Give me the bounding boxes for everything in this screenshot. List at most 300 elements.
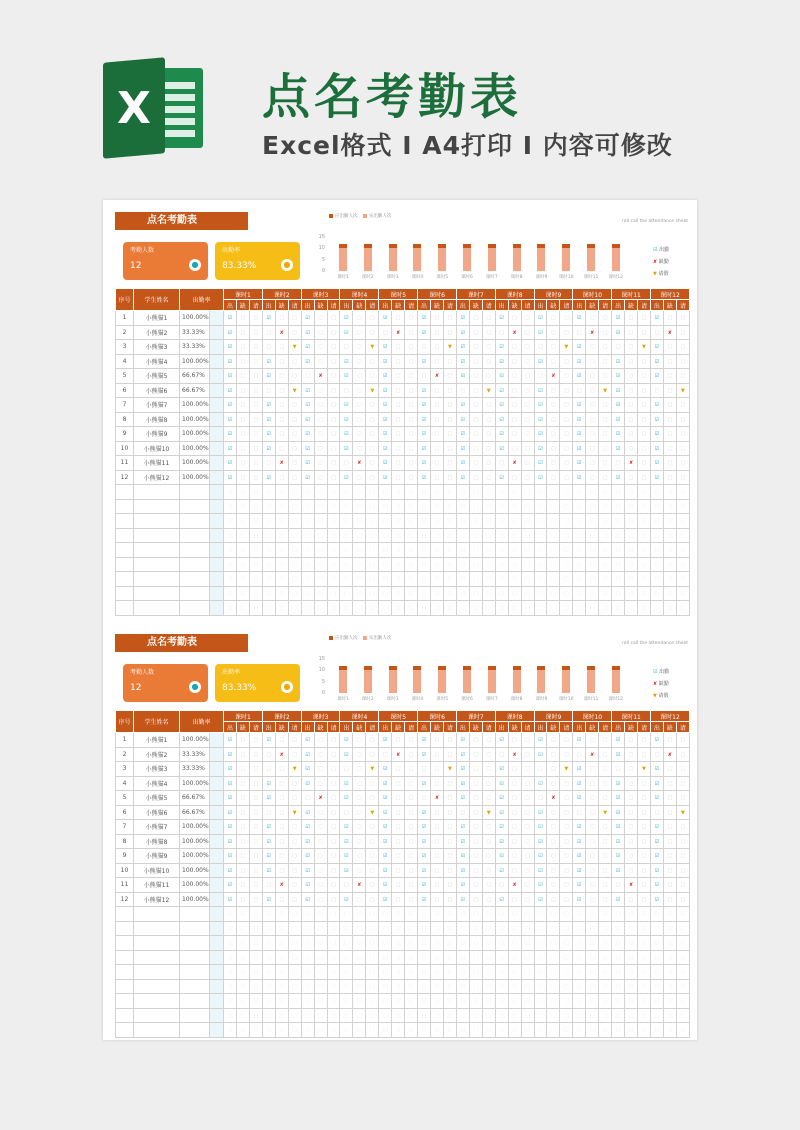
- attendance-cell[interactable]: [586, 892, 599, 907]
- attendance-cell[interactable]: [638, 354, 651, 369]
- attendance-cell[interactable]: [625, 514, 638, 529]
- attendance-cell[interactable]: [663, 1023, 676, 1038]
- attendance-cell[interactable]: [392, 979, 405, 994]
- attendance-cell[interactable]: [650, 485, 663, 500]
- attendance-cell[interactable]: [560, 863, 573, 878]
- attendance-cell[interactable]: [586, 1008, 599, 1023]
- attendance-cell[interactable]: [288, 834, 301, 849]
- attendance-cell[interactable]: [327, 878, 340, 893]
- attendance-cell[interactable]: [482, 586, 495, 601]
- attendance-cell[interactable]: [638, 1008, 651, 1023]
- attendance-cell[interactable]: [625, 776, 638, 791]
- attendance-cell[interactable]: [418, 994, 431, 1009]
- attendance-cell[interactable]: [366, 776, 379, 791]
- student-name[interactable]: 小熊猫6: [134, 805, 180, 820]
- attendance-cell[interactable]: [392, 863, 405, 878]
- attendance-cell[interactable]: [431, 528, 444, 543]
- attendance-cell[interactable]: [431, 354, 444, 369]
- attendance-cell[interactable]: [650, 834, 663, 849]
- attendance-cell[interactable]: [379, 834, 392, 849]
- student-no[interactable]: 8: [116, 412, 134, 427]
- attendance-cell[interactable]: [236, 441, 249, 456]
- attendance-cell[interactable]: [366, 572, 379, 587]
- attendance-cell[interactable]: [262, 354, 275, 369]
- attendance-cell[interactable]: [638, 950, 651, 965]
- attendance-cell[interactable]: [327, 572, 340, 587]
- attendance-cell[interactable]: [560, 412, 573, 427]
- attendance-cell[interactable]: [327, 441, 340, 456]
- empty-cell[interactable]: [180, 543, 210, 558]
- attendance-cell[interactable]: [392, 311, 405, 326]
- attendance-cell[interactable]: [224, 849, 237, 864]
- attendance-cell[interactable]: [534, 762, 547, 777]
- attendance-cell[interactable]: [443, 543, 456, 558]
- attendance-cell[interactable]: [224, 572, 237, 587]
- attendance-cell[interactable]: [482, 979, 495, 994]
- attendance-cell[interactable]: [638, 820, 651, 835]
- attendance-cell[interactable]: [288, 733, 301, 748]
- student-name[interactable]: 小熊猫5: [134, 791, 180, 806]
- attendance-cell[interactable]: [301, 354, 314, 369]
- attendance-cell[interactable]: [301, 528, 314, 543]
- attendance-cell[interactable]: [612, 892, 625, 907]
- attendance-cell[interactable]: [418, 340, 431, 355]
- attendance-cell[interactable]: [443, 470, 456, 485]
- attendance-cell[interactable]: [469, 907, 482, 922]
- attendance-cell[interactable]: [663, 878, 676, 893]
- attendance-cell[interactable]: [288, 1023, 301, 1038]
- attendance-cell[interactable]: [676, 907, 689, 922]
- attendance-cell[interactable]: [508, 543, 521, 558]
- attendance-cell[interactable]: [353, 601, 366, 616]
- attendance-cell[interactable]: [340, 528, 353, 543]
- attendance-cell[interactable]: [275, 427, 288, 442]
- student-name[interactable]: 小熊猫8: [134, 834, 180, 849]
- student-no[interactable]: 6: [116, 383, 134, 398]
- attendance-cell[interactable]: [327, 936, 340, 951]
- empty-cell[interactable]: [180, 907, 210, 922]
- attendance-cell[interactable]: [638, 994, 651, 1009]
- empty-cell[interactable]: [116, 994, 134, 1009]
- attendance-cell[interactable]: [443, 863, 456, 878]
- attendance-cell[interactable]: [638, 456, 651, 471]
- attendance-cell[interactable]: [573, 601, 586, 616]
- attendance-cell[interactable]: [431, 586, 444, 601]
- attendance-cell[interactable]: [224, 979, 237, 994]
- attendance-cell[interactable]: [638, 485, 651, 500]
- attendance-cell[interactable]: [508, 791, 521, 806]
- attendance-cell[interactable]: [262, 528, 275, 543]
- attendance-cell[interactable]: [224, 1008, 237, 1023]
- attendance-cell[interactable]: [288, 791, 301, 806]
- attendance-cell[interactable]: [456, 441, 469, 456]
- student-no[interactable]: 7: [116, 820, 134, 835]
- student-rate[interactable]: 100.00%: [180, 878, 210, 893]
- attendance-cell[interactable]: [573, 805, 586, 820]
- attendance-cell[interactable]: [314, 398, 327, 413]
- attendance-cell[interactable]: [573, 572, 586, 587]
- attendance-cell[interactable]: [676, 601, 689, 616]
- attendance-cell[interactable]: [650, 921, 663, 936]
- attendance-cell[interactable]: [288, 369, 301, 384]
- attendance-cell[interactable]: [249, 499, 262, 514]
- attendance-cell[interactable]: [663, 485, 676, 500]
- attendance-cell[interactable]: [392, 456, 405, 471]
- attendance-cell[interactable]: [663, 412, 676, 427]
- attendance-cell[interactable]: [236, 514, 249, 529]
- attendance-cell[interactable]: [249, 907, 262, 922]
- attendance-cell[interactable]: [301, 733, 314, 748]
- attendance-cell[interactable]: [508, 878, 521, 893]
- attendance-cell[interactable]: [573, 994, 586, 1009]
- attendance-cell[interactable]: [288, 311, 301, 326]
- attendance-cell[interactable]: [573, 456, 586, 471]
- attendance-cell[interactable]: [599, 456, 612, 471]
- student-name[interactable]: 小熊猫10: [134, 863, 180, 878]
- attendance-cell[interactable]: [612, 863, 625, 878]
- attendance-cell[interactable]: [275, 601, 288, 616]
- attendance-cell[interactable]: [560, 733, 573, 748]
- attendance-cell[interactable]: [663, 950, 676, 965]
- attendance-cell[interactable]: [469, 965, 482, 980]
- attendance-cell[interactable]: [612, 994, 625, 1009]
- attendance-cell[interactable]: [638, 325, 651, 340]
- attendance-cell[interactable]: [249, 470, 262, 485]
- attendance-cell[interactable]: [353, 820, 366, 835]
- attendance-cell[interactable]: [663, 325, 676, 340]
- empty-cell[interactable]: [180, 979, 210, 994]
- attendance-cell[interactable]: [650, 543, 663, 558]
- attendance-cell[interactable]: [249, 441, 262, 456]
- attendance-cell[interactable]: [314, 979, 327, 994]
- attendance-cell[interactable]: [443, 1023, 456, 1038]
- attendance-cell[interactable]: [327, 907, 340, 922]
- attendance-cell[interactable]: [521, 950, 534, 965]
- attendance-cell[interactable]: [521, 834, 534, 849]
- attendance-cell[interactable]: [262, 412, 275, 427]
- empty-cell[interactable]: [116, 907, 134, 922]
- attendance-cell[interactable]: [327, 762, 340, 777]
- attendance-cell[interactable]: [599, 557, 612, 572]
- attendance-cell[interactable]: [379, 456, 392, 471]
- attendance-cell[interactable]: [301, 383, 314, 398]
- attendance-cell[interactable]: [547, 311, 560, 326]
- attendance-cell[interactable]: [327, 514, 340, 529]
- attendance-cell[interactable]: [547, 427, 560, 442]
- attendance-cell[interactable]: [340, 892, 353, 907]
- attendance-cell[interactable]: [586, 1023, 599, 1038]
- attendance-cell[interactable]: [495, 456, 508, 471]
- attendance-cell[interactable]: [288, 514, 301, 529]
- attendance-cell[interactable]: [327, 921, 340, 936]
- attendance-cell[interactable]: [586, 383, 599, 398]
- attendance-cell[interactable]: [676, 340, 689, 355]
- attendance-cell[interactable]: [301, 863, 314, 878]
- attendance-cell[interactable]: [236, 834, 249, 849]
- attendance-cell[interactable]: [224, 398, 237, 413]
- attendance-cell[interactable]: [612, 805, 625, 820]
- attendance-cell[interactable]: [482, 557, 495, 572]
- attendance-cell[interactable]: [224, 325, 237, 340]
- attendance-cell[interactable]: [495, 586, 508, 601]
- attendance-cell[interactable]: [418, 820, 431, 835]
- attendance-cell[interactable]: [236, 557, 249, 572]
- attendance-cell[interactable]: [431, 601, 444, 616]
- attendance-cell[interactable]: [431, 412, 444, 427]
- attendance-cell[interactable]: [650, 412, 663, 427]
- attendance-cell[interactable]: [405, 762, 418, 777]
- attendance-cell[interactable]: [508, 456, 521, 471]
- attendance-cell[interactable]: [638, 1023, 651, 1038]
- attendance-cell[interactable]: [236, 892, 249, 907]
- attendance-cell[interactable]: [288, 427, 301, 442]
- attendance-cell[interactable]: [650, 965, 663, 980]
- attendance-cell[interactable]: [262, 572, 275, 587]
- attendance-cell[interactable]: [456, 979, 469, 994]
- attendance-cell[interactable]: [392, 776, 405, 791]
- attendance-cell[interactable]: [340, 907, 353, 922]
- attendance-cell[interactable]: [508, 762, 521, 777]
- attendance-cell[interactable]: [638, 791, 651, 806]
- attendance-cell[interactable]: [301, 805, 314, 820]
- attendance-cell[interactable]: [599, 849, 612, 864]
- attendance-cell[interactable]: [224, 369, 237, 384]
- attendance-cell[interactable]: [534, 572, 547, 587]
- attendance-cell[interactable]: [638, 586, 651, 601]
- attendance-cell[interactable]: [469, 863, 482, 878]
- attendance-cell[interactable]: [392, 733, 405, 748]
- attendance-cell[interactable]: [508, 557, 521, 572]
- attendance-cell[interactable]: [663, 427, 676, 442]
- attendance-cell[interactable]: [650, 340, 663, 355]
- attendance-cell[interactable]: [638, 601, 651, 616]
- attendance-cell[interactable]: [262, 325, 275, 340]
- attendance-cell[interactable]: [599, 311, 612, 326]
- attendance-cell[interactable]: [392, 514, 405, 529]
- attendance-cell[interactable]: [625, 485, 638, 500]
- student-rate[interactable]: 66.67%: [180, 383, 210, 398]
- attendance-cell[interactable]: [353, 340, 366, 355]
- attendance-cell[interactable]: [249, 849, 262, 864]
- attendance-cell[interactable]: [366, 892, 379, 907]
- attendance-cell[interactable]: [314, 340, 327, 355]
- attendance-cell[interactable]: [495, 747, 508, 762]
- attendance-cell[interactable]: [249, 514, 262, 529]
- attendance-cell[interactable]: [224, 1023, 237, 1038]
- attendance-cell[interactable]: [508, 354, 521, 369]
- attendance-cell[interactable]: [275, 369, 288, 384]
- attendance-cell[interactable]: [314, 499, 327, 514]
- student-rate[interactable]: 100.00%: [180, 470, 210, 485]
- attendance-cell[interactable]: [379, 543, 392, 558]
- attendance-cell[interactable]: [392, 572, 405, 587]
- attendance-cell[interactable]: [392, 965, 405, 980]
- attendance-cell[interactable]: [534, 863, 547, 878]
- attendance-cell[interactable]: [301, 762, 314, 777]
- attendance-cell[interactable]: [508, 1023, 521, 1038]
- attendance-cell[interactable]: [314, 878, 327, 893]
- attendance-cell[interactable]: [495, 820, 508, 835]
- attendance-cell[interactable]: [340, 776, 353, 791]
- attendance-cell[interactable]: [275, 849, 288, 864]
- attendance-cell[interactable]: [262, 820, 275, 835]
- attendance-cell[interactable]: [353, 834, 366, 849]
- attendance-cell[interactable]: [275, 762, 288, 777]
- empty-cell[interactable]: [180, 601, 210, 616]
- attendance-cell[interactable]: [353, 528, 366, 543]
- attendance-cell[interactable]: [392, 878, 405, 893]
- attendance-cell[interactable]: [327, 1008, 340, 1023]
- attendance-cell[interactable]: [443, 791, 456, 806]
- attendance-cell[interactable]: [405, 747, 418, 762]
- attendance-cell[interactable]: [431, 557, 444, 572]
- attendance-cell[interactable]: [327, 340, 340, 355]
- attendance-cell[interactable]: [301, 470, 314, 485]
- student-no[interactable]: 9: [116, 427, 134, 442]
- student-name[interactable]: 小熊猫7: [134, 820, 180, 835]
- attendance-cell[interactable]: [314, 369, 327, 384]
- attendance-cell[interactable]: [625, 820, 638, 835]
- attendance-cell[interactable]: [431, 427, 444, 442]
- attendance-cell[interactable]: [405, 456, 418, 471]
- attendance-cell[interactable]: [638, 543, 651, 558]
- attendance-cell[interactable]: [236, 791, 249, 806]
- attendance-cell[interactable]: [482, 863, 495, 878]
- attendance-cell[interactable]: [638, 369, 651, 384]
- attendance-cell[interactable]: [405, 485, 418, 500]
- attendance-cell[interactable]: [418, 892, 431, 907]
- attendance-cell[interactable]: [443, 499, 456, 514]
- attendance-cell[interactable]: [431, 340, 444, 355]
- attendance-cell[interactable]: [249, 776, 262, 791]
- attendance-cell[interactable]: [599, 369, 612, 384]
- empty-cell[interactable]: [210, 499, 224, 514]
- student-no[interactable]: 4: [116, 776, 134, 791]
- attendance-cell[interactable]: [301, 398, 314, 413]
- attendance-cell[interactable]: [443, 907, 456, 922]
- attendance-cell[interactable]: [638, 921, 651, 936]
- attendance-cell[interactable]: [521, 747, 534, 762]
- attendance-cell[interactable]: [262, 776, 275, 791]
- attendance-cell[interactable]: [366, 398, 379, 413]
- empty-cell[interactable]: [134, 485, 180, 500]
- attendance-cell[interactable]: [547, 601, 560, 616]
- attendance-cell[interactable]: [469, 936, 482, 951]
- attendance-cell[interactable]: [508, 805, 521, 820]
- attendance-cell[interactable]: [586, 557, 599, 572]
- attendance-cell[interactable]: [249, 369, 262, 384]
- attendance-cell[interactable]: [327, 950, 340, 965]
- empty-cell[interactable]: [116, 586, 134, 601]
- attendance-cell[interactable]: [599, 441, 612, 456]
- student-rate[interactable]: 33.33%: [180, 340, 210, 355]
- attendance-cell[interactable]: [573, 514, 586, 529]
- attendance-cell[interactable]: [625, 456, 638, 471]
- attendance-cell[interactable]: [534, 354, 547, 369]
- attendance-cell[interactable]: [456, 470, 469, 485]
- attendance-cell[interactable]: [366, 936, 379, 951]
- student-rate[interactable]: 33.33%: [180, 747, 210, 762]
- attendance-cell[interactable]: [327, 369, 340, 384]
- attendance-cell[interactable]: [327, 325, 340, 340]
- attendance-cell[interactable]: [236, 921, 249, 936]
- attendance-cell[interactable]: [456, 572, 469, 587]
- attendance-cell[interactable]: [663, 601, 676, 616]
- attendance-cell[interactable]: [443, 950, 456, 965]
- attendance-cell[interactable]: [262, 979, 275, 994]
- attendance-cell[interactable]: [650, 994, 663, 1009]
- attendance-cell[interactable]: [560, 383, 573, 398]
- empty-cell[interactable]: [134, 936, 180, 951]
- attendance-cell[interactable]: [586, 776, 599, 791]
- attendance-cell[interactable]: [625, 528, 638, 543]
- attendance-cell[interactable]: [573, 398, 586, 413]
- attendance-cell[interactable]: [353, 427, 366, 442]
- attendance-cell[interactable]: [469, 325, 482, 340]
- attendance-cell[interactable]: [612, 340, 625, 355]
- attendance-cell[interactable]: [676, 441, 689, 456]
- attendance-cell[interactable]: [379, 878, 392, 893]
- attendance-cell[interactable]: [521, 907, 534, 922]
- attendance-cell[interactable]: [327, 791, 340, 806]
- attendance-cell[interactable]: [379, 398, 392, 413]
- attendance-cell[interactable]: [573, 369, 586, 384]
- attendance-cell[interactable]: [405, 979, 418, 994]
- attendance-cell[interactable]: [301, 427, 314, 442]
- attendance-cell[interactable]: [625, 1008, 638, 1023]
- empty-cell[interactable]: [134, 1008, 180, 1023]
- attendance-cell[interactable]: [340, 514, 353, 529]
- attendance-cell[interactable]: [612, 1008, 625, 1023]
- attendance-cell[interactable]: [663, 528, 676, 543]
- empty-cell[interactable]: [210, 921, 224, 936]
- attendance-cell[interactable]: [482, 485, 495, 500]
- attendance-cell[interactable]: [456, 994, 469, 1009]
- attendance-cell[interactable]: [353, 994, 366, 1009]
- attendance-cell[interactable]: [418, 311, 431, 326]
- attendance-cell[interactable]: [431, 820, 444, 835]
- attendance-cell[interactable]: [521, 528, 534, 543]
- attendance-cell[interactable]: [327, 733, 340, 748]
- attendance-cell[interactable]: [340, 733, 353, 748]
- attendance-cell[interactable]: [236, 427, 249, 442]
- attendance-cell[interactable]: [482, 1023, 495, 1038]
- attendance-cell[interactable]: [638, 849, 651, 864]
- attendance-cell[interactable]: [650, 776, 663, 791]
- student-rate[interactable]: 100.00%: [180, 892, 210, 907]
- attendance-cell[interactable]: [456, 791, 469, 806]
- attendance-cell[interactable]: [353, 311, 366, 326]
- empty-cell[interactable]: [210, 907, 224, 922]
- attendance-cell[interactable]: [573, 921, 586, 936]
- attendance-cell[interactable]: [340, 820, 353, 835]
- attendance-cell[interactable]: [224, 878, 237, 893]
- student-no[interactable]: 10: [116, 863, 134, 878]
- attendance-cell[interactable]: [534, 849, 547, 864]
- attendance-cell[interactable]: [560, 340, 573, 355]
- student-no[interactable]: 8: [116, 834, 134, 849]
- attendance-cell[interactable]: [573, 557, 586, 572]
- attendance-cell[interactable]: [663, 762, 676, 777]
- attendance-cell[interactable]: [431, 965, 444, 980]
- attendance-cell[interactable]: [340, 354, 353, 369]
- attendance-cell[interactable]: [366, 878, 379, 893]
- attendance-cell[interactable]: [405, 528, 418, 543]
- attendance-cell[interactable]: [405, 1008, 418, 1023]
- attendance-cell[interactable]: [482, 528, 495, 543]
- attendance-cell[interactable]: [469, 733, 482, 748]
- attendance-cell[interactable]: [288, 820, 301, 835]
